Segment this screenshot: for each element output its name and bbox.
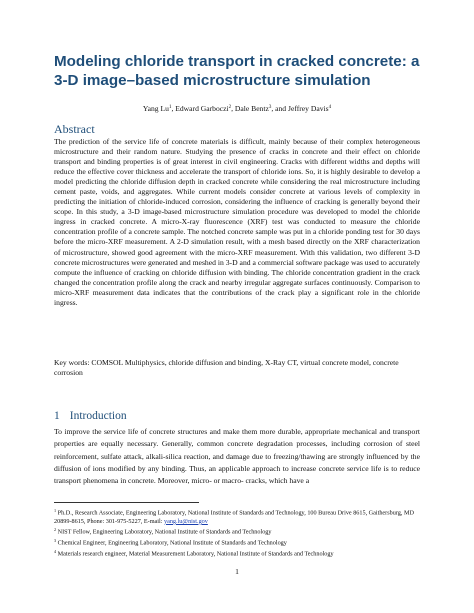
- author-name: Yang Lu: [142, 104, 169, 113]
- section-heading-introduction: [54, 409, 127, 423]
- footnote-mark: 4: [54, 548, 57, 554]
- footnote-text: Ph.D., Research Associate, Engineering Laboratory, National Institute of Standards and Technology, 100 Bureau Drive 8615, Gaithersburg, MD 20899-8615, Phone: 301-975-5227, E-mail:: [54, 509, 414, 525]
- introduction-body: To improve the service life of concrete structures and make them more durable, appropriate mechanical and transport properties are equally necessary. Generally, common concrete degradation processes, including corrosion of steel reinforcement, sulfate attack, alkali-silica reaction, and damage due to freezing/thawing are strongly influenced by the diffusion of ions modified by any binding. Thus, an applicable approach to increase concrete service life is to reduce transport phenomena in concrete. Moreover, micro- or macro- cracks, which have a: [54, 427, 420, 486]
- footnotes: [54, 507, 424, 558]
- section-title: Introduction: [69, 410, 127, 422]
- footnote-3: [54, 537, 424, 548]
- author-name: Jeffrey Davis: [288, 104, 329, 113]
- footnote-divider: [54, 502, 199, 503]
- footnote-1: [54, 507, 424, 526]
- author-affiliation-mark: 3: [268, 105, 272, 110]
- footnote-text: NIST Fellow, Engineering Laboratory, National Institute of Standards and Technology: [57, 528, 272, 536]
- abstract-heading: Abstract: [54, 122, 95, 136]
- email-link[interactable]: yang.lu@nist.gov: [164, 517, 208, 525]
- footnote-mark: 2: [54, 527, 57, 533]
- paper-title: Modeling chloride transport in cracked concrete: a 3-D image–based microstructure simulation: [54, 53, 420, 89]
- author-separator: ,: [171, 104, 176, 113]
- author-name: Edward Garboczi: [175, 104, 229, 113]
- section-number: 1: [54, 410, 60, 422]
- author-affiliation-mark: 2: [228, 105, 232, 110]
- keywords: Key words: COMSOL Multiphysics, chloride diffusion and binding, X-Ray CT, virtual concrete model, concrete corrosion: [54, 358, 399, 378]
- author-affiliation-mark: 1: [168, 105, 172, 110]
- author-name: Dale Bentz: [234, 104, 269, 113]
- footnote-mark: 3: [54, 537, 57, 543]
- author-separator: ,: [231, 104, 235, 113]
- page-number: 1: [235, 567, 239, 576]
- footnote-mark: 1: [54, 508, 57, 513]
- footnote-text: Materials research engineer, Material Measurement Laboratory, National Institute of Standards and Technology: [57, 550, 334, 558]
- author-separator: , and: [271, 104, 289, 113]
- author-affiliation-mark: 4: [328, 105, 332, 110]
- author-line: [0, 103, 474, 114]
- abstract-body: The prediction of the service life of concrete materials is difficult, mainly because of their complex heterogeneous microstructure and their random nature. Studying the presence of cracks in concrete and their effect on chloride transport and binding properties is of great interest in civil engineering. Cracks with different widths and depths will reduce the effective cover thickness and accelerate the transport of chloride ions. So, it is highly desirable to develop a model predicting the chloride diffusion depth in cracked concrete while considering the real microstructure including cement paste, voids, and aggregates. While current models consider concrete at various levels of complexity in predicting the initiation of chloride-induced corrosion, considering the influence of cracking is generally beyond their scope. In this study, a 3-D image-based microstructure simulation procedure was developed to model the chloride ingress in cracked concrete. A micro-X-ray fluorescence (XRF) test was conducted to measure the chloride concentration profile of a concrete sample. The notched concrete sample was put in a chloride ponding test for 30 days before the micro-XRF measurement. A 2-D simulation result, with a mesh based directly on the XRF characterization of microstructure, showed good agreement with the micro-XRF measurement. With this validation, two different 3-D concrete microstructures were generated and meshed in 3-D and a commercial software package was used to accurately compute the influence of cracking on chloride diffusion with binding. The chloride concentration gradient in the crack changed the concentration profile along the crack and nearby irregular aggregate surfaces continuously. Comparison to micro-XRF measurement data indicates that the contributions of the crack play a significant role in the chloride ingress.: [54, 137, 420, 307]
- footnote-4: [54, 548, 424, 559]
- footnote-text: Chemical Engineer, Engineering Laboratory, National Institute of Standards and Technology: [57, 539, 287, 547]
- footnote-2: [54, 526, 424, 537]
